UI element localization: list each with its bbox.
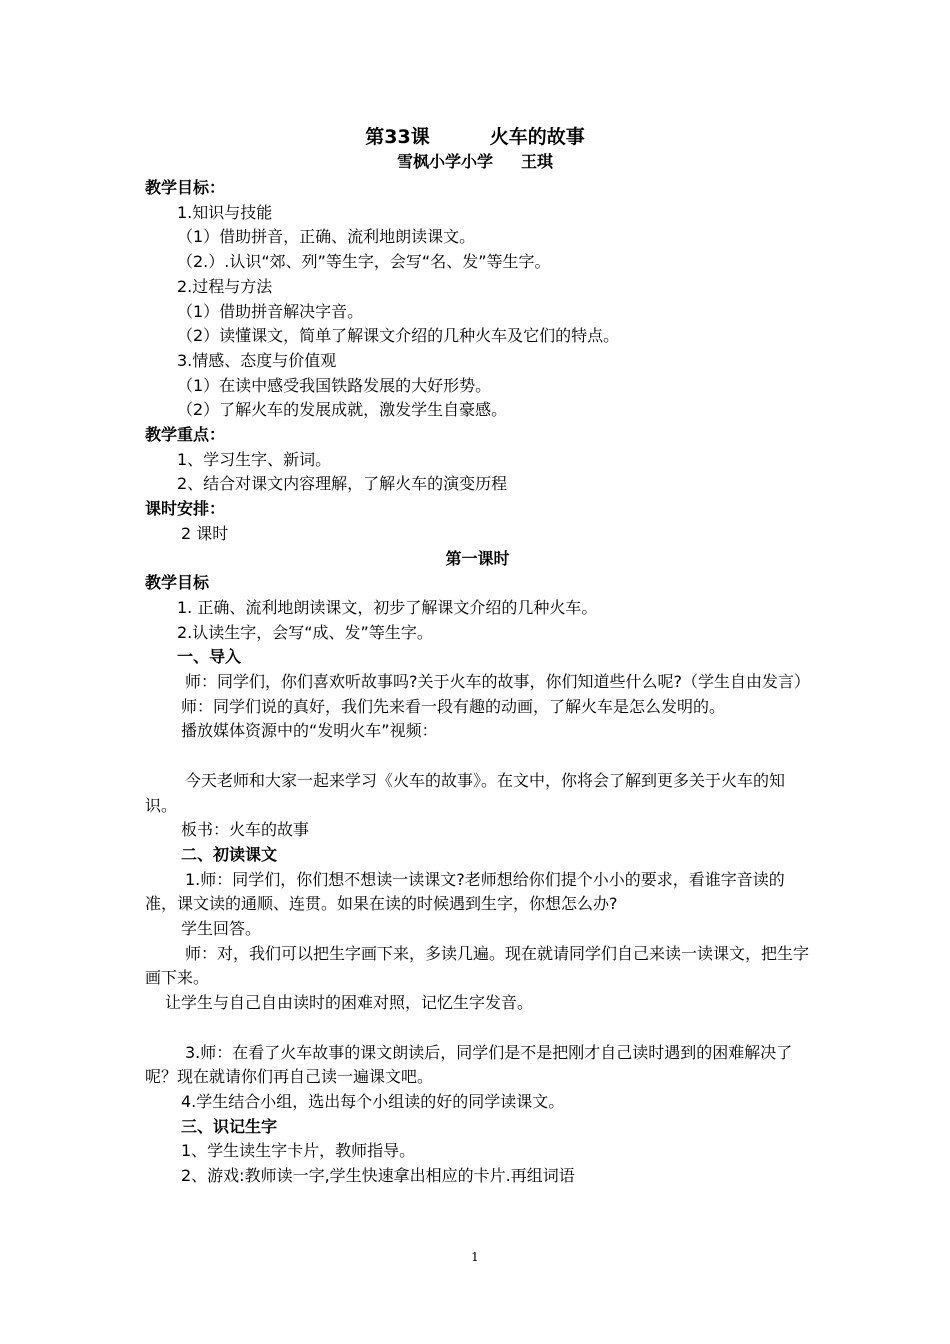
text-line: 2.认读生字，会写“成、发”等生字。 xyxy=(177,622,433,642)
text-line: 3.情感、态度与价值观 xyxy=(177,350,337,370)
page-title xyxy=(0,124,950,150)
text-line: 1. 正确、流利地朗读课文，初步了解课文介绍的几种火车。 xyxy=(177,597,598,617)
section-heading: 教学目标： xyxy=(145,178,226,197)
text-line: 板书：火车的故事 xyxy=(181,820,310,840)
section-heading: 一、导入 xyxy=(177,647,242,667)
text-line: （1）借助拼音，正确、流利地朗读课文。 xyxy=(177,227,476,247)
lesson-name: 火车的故事 xyxy=(489,126,585,148)
subsection-title: 第一课时 xyxy=(445,548,510,568)
blank-line xyxy=(145,744,810,769)
text-line: （2）读懂课文，简单了解课文介绍的几种火车及它们的特点。 xyxy=(177,326,620,346)
paragraph: 今天老师和大家一起来学习《火车的故事》。在文中，你将会了解到更多关于火车的知识。 xyxy=(145,770,786,815)
text-line: 2、结合对课文内容理解，了解火车的演变历程 xyxy=(177,474,508,494)
text-line: 1、学习生字、新词。 xyxy=(177,449,332,469)
paragraph: 师：同学们，你们喜欢听故事吗?关于火车的故事，你们知道些什么呢?（学生自由发言） xyxy=(185,672,810,692)
text-line: 2 课时 xyxy=(181,523,229,543)
blank-line xyxy=(145,1016,810,1041)
text-line: （1）在读中感受我国铁路发展的大好形势。 xyxy=(177,375,492,395)
paragraph: 师：对，我们可以把生字画下来，多读几遍。现在就请同学们自己来读一读课文，把生字画下来。 xyxy=(145,943,810,988)
section-heading: 教学目标 xyxy=(145,573,210,593)
text-line: 2、游戏:教师读一字,学生快速拿出相应的卡片.再组词语 xyxy=(181,1166,575,1186)
section-heading: 课时安排： xyxy=(145,499,226,519)
text-line: 学生回答。 xyxy=(181,919,262,939)
text-line: 1、学生读生字卡片，教师指导。 xyxy=(181,1141,416,1161)
paragraph: 3.师：在看了火车故事的课文朗读后，同学们是不是把刚才自己读时遇到的困难解决了呢？现在就请你们再自己读一遍课文吧。 xyxy=(145,1042,793,1087)
paragraph: 1.师：同学们，你们想不想读一读课文?老师想给你们提个小小的要求，看谁字音读的准，课文读的通顺、连贯。如果在读的时候遇到生字，你想怎么办? xyxy=(145,869,785,914)
page-number: 1 xyxy=(471,1250,479,1264)
text-line: （2）了解火车的发展成就，激发学生自豪感。 xyxy=(177,400,508,420)
text-line: （1）借助拼音解决字音。 xyxy=(177,301,364,321)
section-heading: 教学重点： xyxy=(145,425,226,445)
text-line: 师：同学们说的真好，我们先来看一段有趣的动画，了解火车是怎么发明的。 xyxy=(181,696,726,716)
author-line xyxy=(0,151,950,173)
section-heading: 三、识记生字 xyxy=(181,1116,278,1136)
lesson-number: 第33课 xyxy=(365,126,430,148)
text-line: 4.学生结合小组，选出每个小组读的好的同学读课文。 xyxy=(181,1091,565,1111)
text-line: 让学生与自己自由读时的困难对照，记忆生字发音。 xyxy=(165,993,534,1013)
text-line: 2.过程与方法 xyxy=(177,276,273,296)
text-line: 1.知识与技能 xyxy=(177,202,273,222)
text-line: （2.）.认识“郊、列”等生字，会写“名、发”等生字。 xyxy=(177,252,551,272)
section-heading: 二、初读课文 xyxy=(181,844,278,864)
document-body xyxy=(145,176,810,1189)
teacher-name: 王琪 xyxy=(521,152,554,171)
school-name: 雪枫小学小学 xyxy=(396,152,493,171)
text-line: 播放媒体资源中的“发明火车”视频： xyxy=(181,721,438,741)
